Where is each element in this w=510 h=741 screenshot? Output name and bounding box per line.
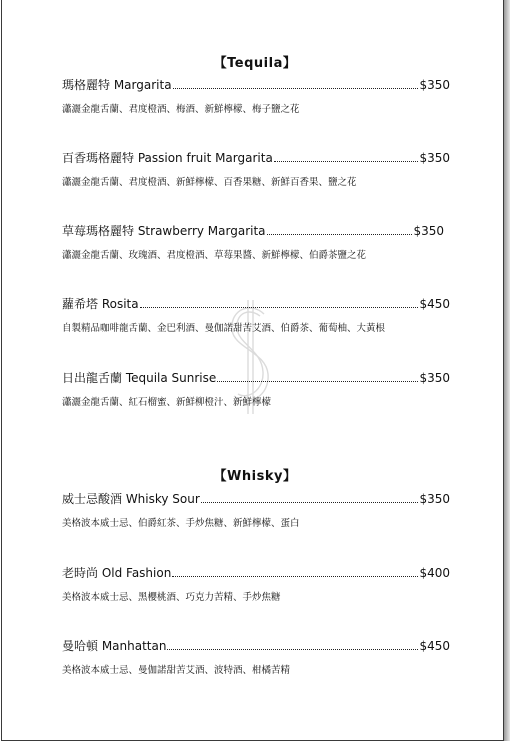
item-price: $350 xyxy=(419,371,450,385)
dot-leader xyxy=(217,381,418,382)
dot-leader xyxy=(173,88,419,89)
section-title-tequila: 【Tequila】 xyxy=(213,56,297,71)
item-description: 美格波本威士忌、曼伽諾甜苦艾酒、波特酒、柑橘苦精 xyxy=(62,665,291,676)
item-name: 威士忌酸酒 Whisky Sour xyxy=(62,492,200,506)
item-price: $450 xyxy=(419,297,450,311)
item-price: $350 xyxy=(419,151,450,165)
section-title-whisky: 【Whisky】 xyxy=(213,469,297,484)
menu-item-old-fashion xyxy=(62,565,450,605)
item-description: 美格波本威士忌、黑櫻桃酒、巧克力苦精、手炒焦糖 xyxy=(62,592,281,603)
menu-item-whisky-sour xyxy=(62,491,450,531)
menu-item-tequila-sunrise xyxy=(62,370,450,410)
item-description: 瀟灑金龍舌蘭、君度橙酒、新鮮檸檬、百香果糖、新鮮百香果、鹽之花 xyxy=(62,177,357,188)
item-name: 日出龍舌蘭 Tequila Sunrise xyxy=(62,371,217,385)
dot-leader xyxy=(201,502,419,503)
item-description: 自製精品咖啡龍舌蘭、金巴利酒、曼伽諾甜苦艾酒、伯爵茶、葡萄柚、大黃根 xyxy=(62,323,386,334)
menu-item-margarita xyxy=(62,77,450,117)
item-description: 瀟灑金龍舌蘭、紅石榴蜜、新鮮柳橙汁、新鮮檸檬 xyxy=(62,397,272,408)
item-price: $350 xyxy=(413,224,444,238)
item-price: $450 xyxy=(419,639,450,653)
dot-leader xyxy=(274,161,419,162)
item-name: 老時尚 Old Fashion xyxy=(62,566,172,580)
menu-item-strawberry-margarita xyxy=(62,223,444,263)
item-name: 草莓瑪格麗特 Strawberry Margarita xyxy=(62,224,266,238)
dot-leader xyxy=(267,234,413,235)
item-price: $350 xyxy=(419,492,450,506)
item-name: 曼哈頓 Manhattan xyxy=(62,639,167,653)
item-description: 瀟灑金龍舌蘭、玫瑰酒、君度橙酒、草莓果醬、新鮮檸檬、伯爵茶鹽之花 xyxy=(62,250,367,261)
menu-item-rosita xyxy=(62,296,450,336)
item-description: 美格波本威士忌、伯爵紅茶、手炒焦糖、新鮮檸檬、蛋白 xyxy=(62,518,300,529)
item-name: 蘿希塔 Rosita xyxy=(62,297,139,311)
dot-leader xyxy=(172,576,418,577)
item-price: $350 xyxy=(419,78,450,92)
item-description: 瀟灑金龍舌蘭、君度橙酒、梅酒、新鮮檸檬、梅子鹽之花 xyxy=(62,104,300,115)
menu-item-passion-fruit-margarita xyxy=(62,150,450,190)
item-name: 瑪格麗特 Margarita xyxy=(62,78,172,92)
dot-leader xyxy=(167,649,418,650)
item-name: 百香瑪格麗特 Passion fruit Margarita xyxy=(62,151,273,165)
item-price: $400 xyxy=(419,566,450,580)
menu-item-manhattan xyxy=(62,638,450,678)
page-edge-shadow xyxy=(504,0,510,741)
dot-leader xyxy=(140,307,419,308)
